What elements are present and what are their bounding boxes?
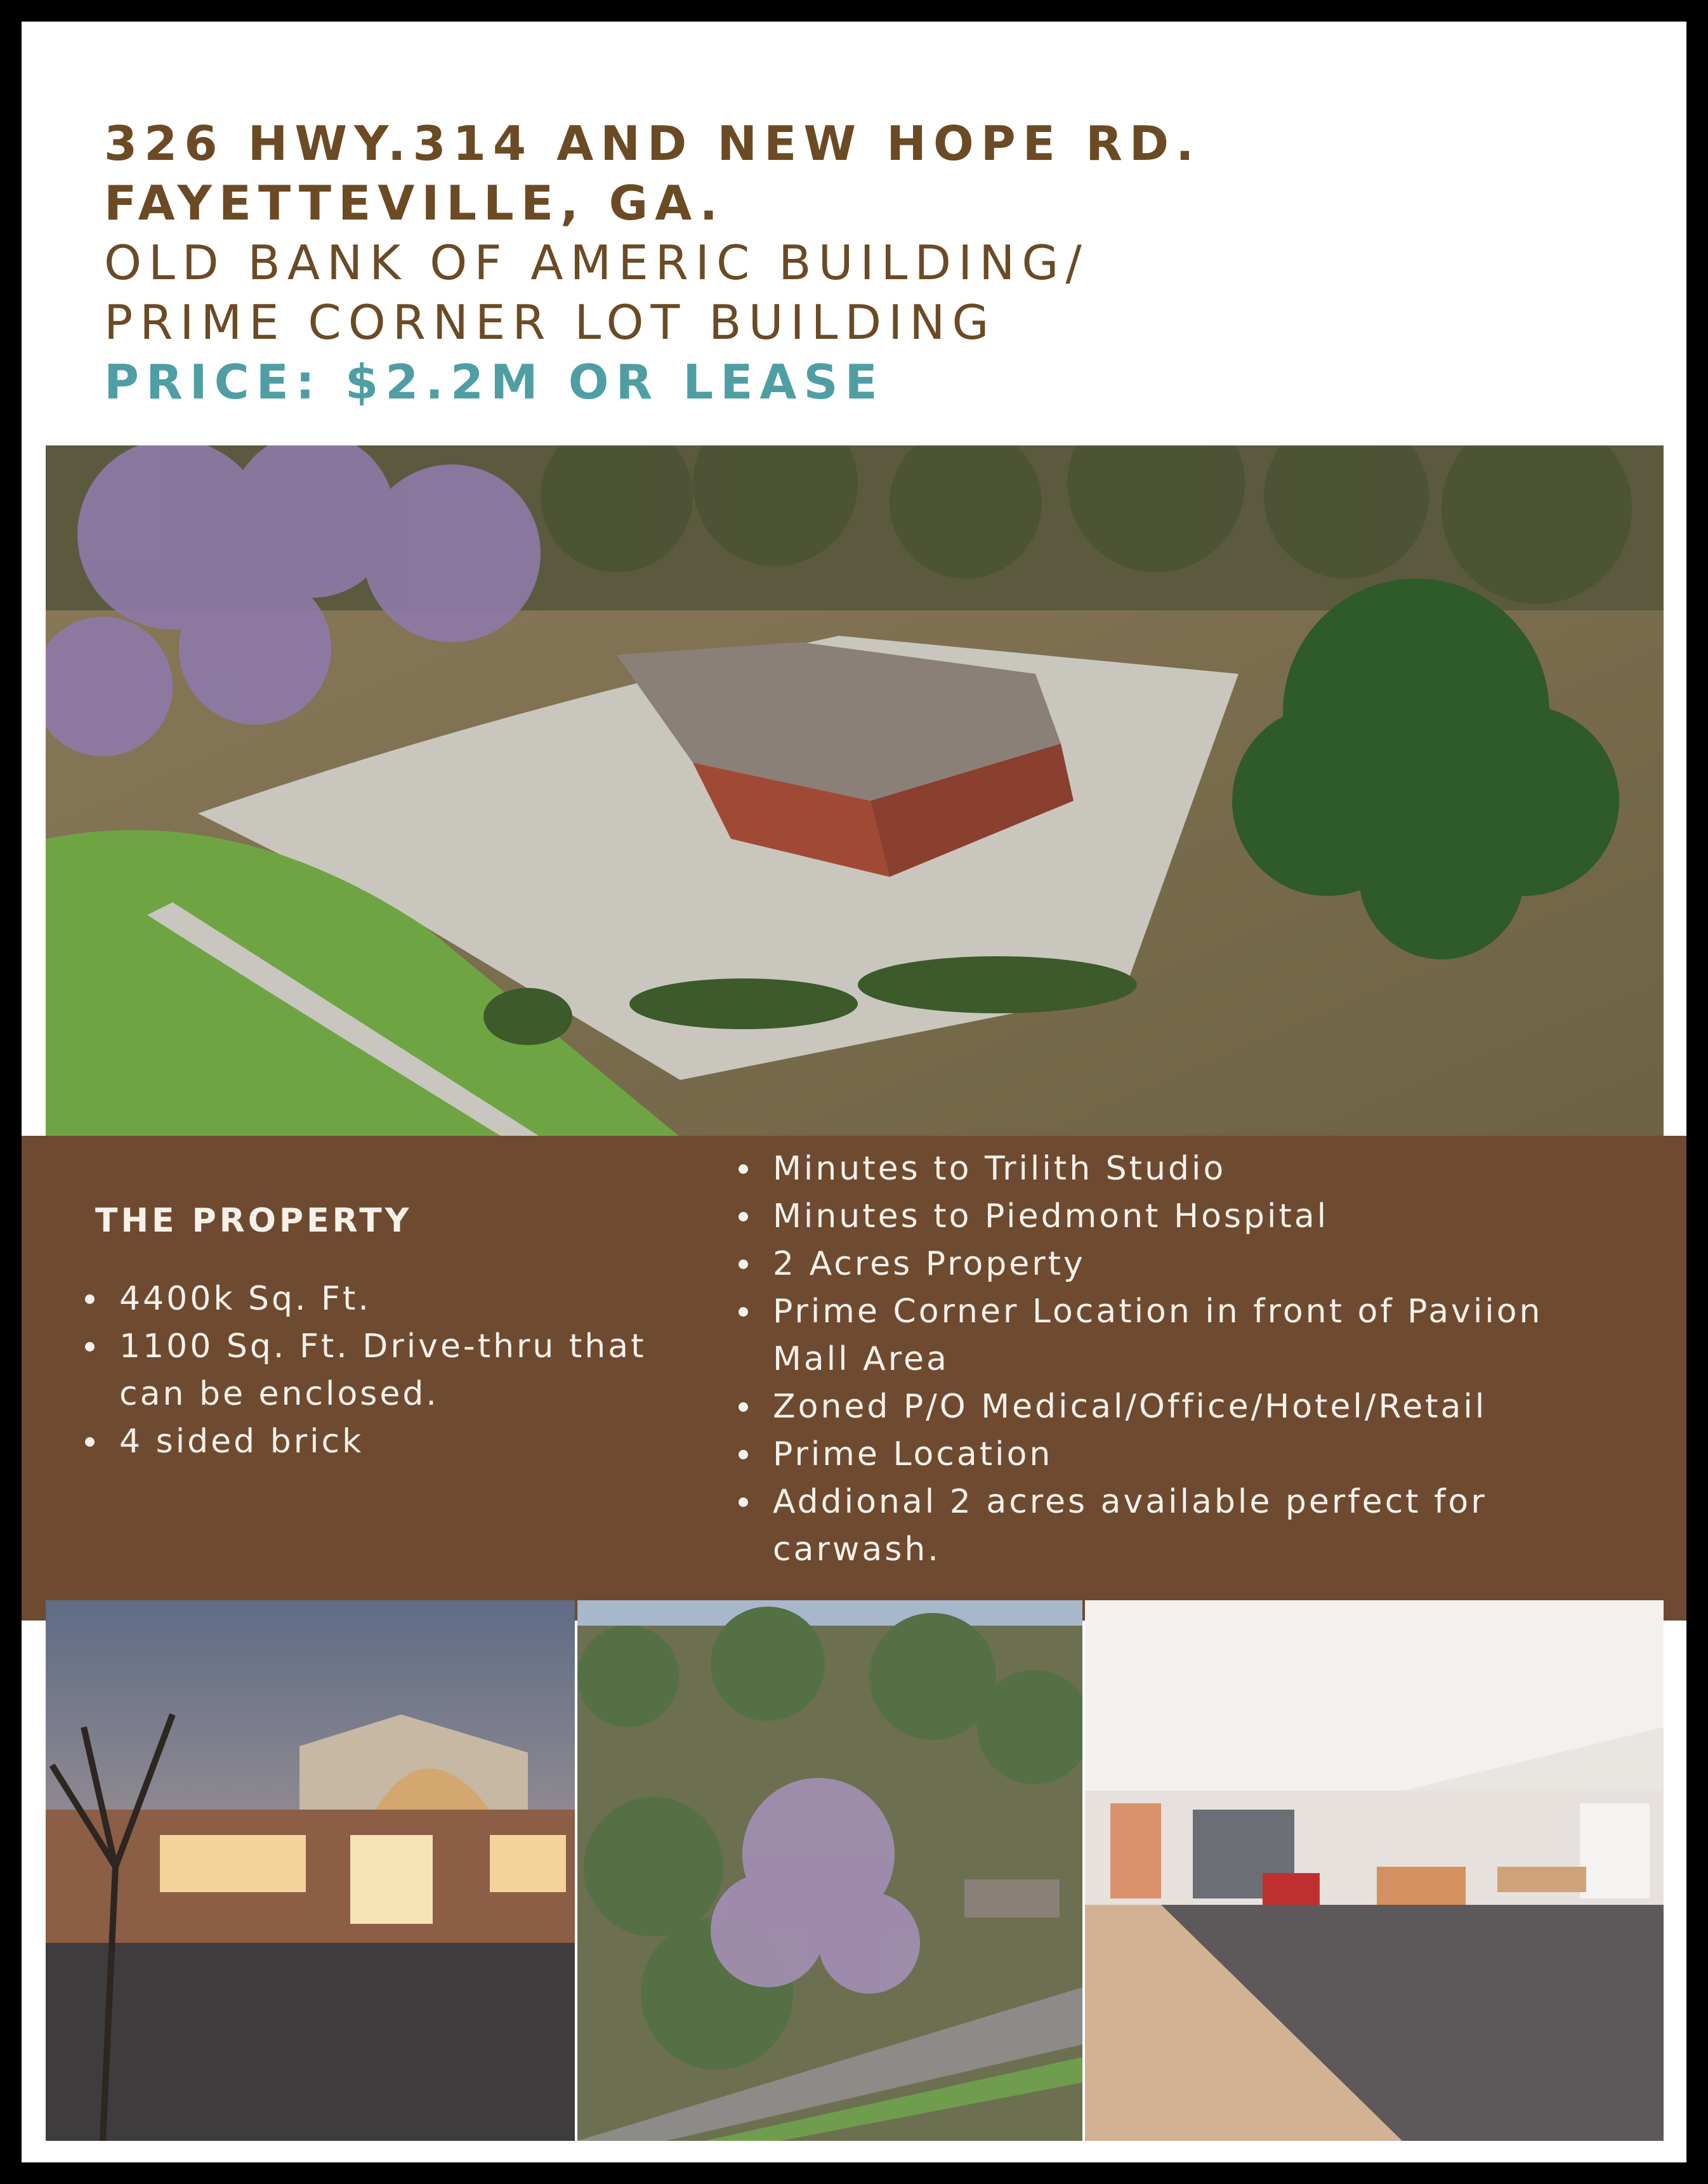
building-subtitle-line: PRIME CORNER LOT BUILDING	[104, 294, 996, 350]
bullet-icon	[739, 1164, 748, 1174]
list-item: Zoned P/O Medical/Office/Hotel/Retail	[733, 1383, 1622, 1431]
location-features-list	[733, 1145, 1622, 1574]
flyer-page	[22, 22, 1686, 2162]
list-item: Addional 2 acres available perfect for carwash.	[733, 1478, 1622, 1574]
bullet-icon	[739, 1497, 748, 1507]
price-line: PRICE: $2.2M OR LEASE	[104, 354, 884, 410]
list-item: 4400k Sq. Ft.	[80, 1275, 714, 1323]
bullet-icon	[739, 1402, 748, 1412]
flyer-header	[104, 114, 1614, 412]
bullet-icon	[739, 1450, 748, 1459]
bullet-icon	[85, 1294, 95, 1304]
list-item: Prime Location	[733, 1431, 1622, 1478]
exterior-photo	[46, 1600, 575, 2141]
interior-photo	[1085, 1600, 1664, 2141]
list-item: 2 Acres Property	[733, 1240, 1622, 1288]
address-line: 326 HWY.314 AND NEW HOPE RD.	[104, 115, 1201, 171]
list-item: Prime Corner Location in front of Paviion Mall Area	[733, 1288, 1622, 1383]
property-details-band	[22, 1136, 1686, 1621]
property-features-list	[80, 1275, 714, 1466]
list-item: 1100 Sq. Ft. Drive-thru that can be enclosed.	[80, 1323, 714, 1418]
neighborhood-aerial-photo	[577, 1600, 1082, 2141]
bullet-icon	[739, 1212, 748, 1221]
bullet-icon	[85, 1437, 95, 1447]
list-item: Minutes to Trilith Studio	[733, 1145, 1622, 1193]
list-item: Minutes to Piedmont Hospital	[733, 1193, 1622, 1240]
bullet-icon	[85, 1342, 95, 1352]
bullet-icon	[739, 1307, 748, 1317]
aerial-photo	[46, 445, 1664, 1137]
property-section-title: THE PROPERTY	[95, 1202, 412, 1240]
list-item: 4 sided brick	[80, 1418, 714, 1466]
building-name-line: OLD BANK OF AMERIC BUILDING/	[104, 235, 1089, 291]
bullet-icon	[739, 1260, 748, 1269]
city-line: FAYETTEVILLE, GA.	[104, 175, 725, 231]
